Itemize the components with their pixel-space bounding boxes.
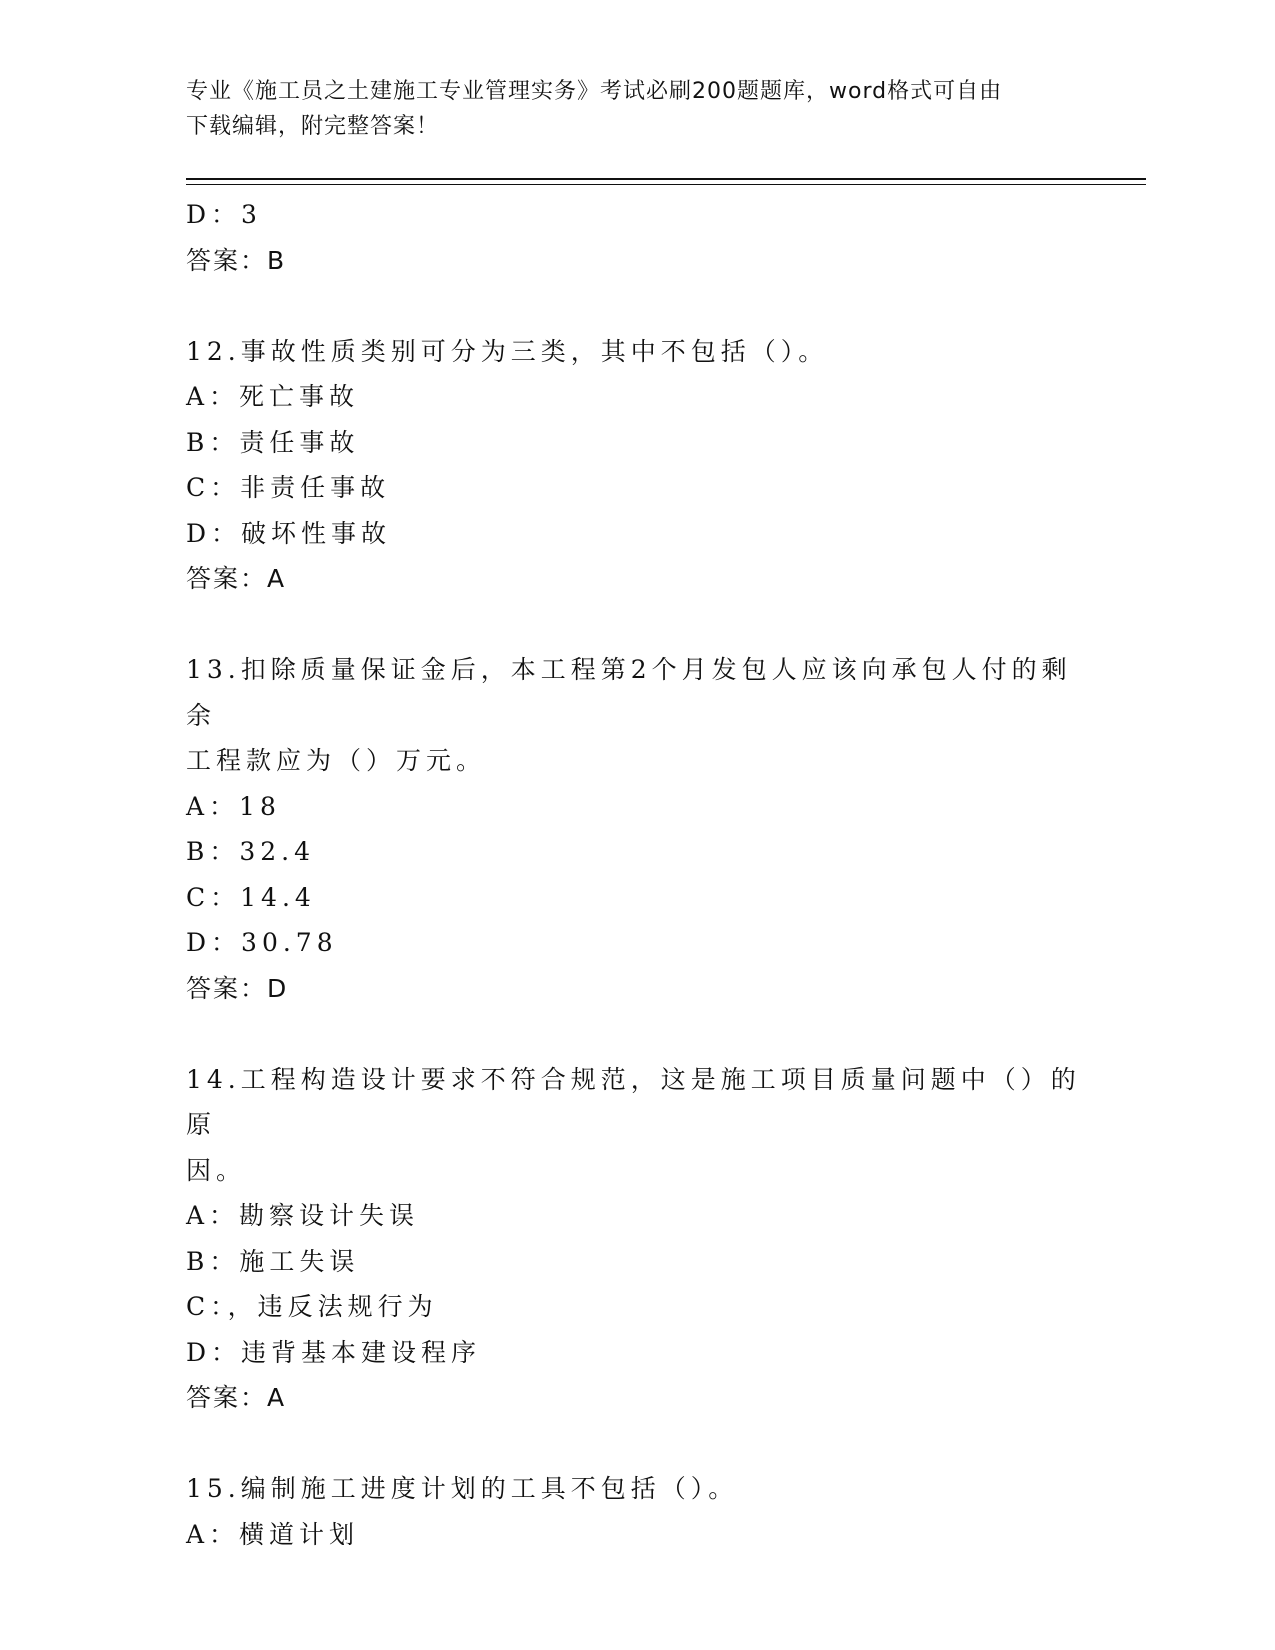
answer: 答案：A [186, 564, 287, 593]
question-stem: 15.编制施工进度计划的工具不包括（）。 [186, 1474, 739, 1503]
option-a: A：死亡事故 [186, 382, 360, 411]
question-12 [186, 329, 1086, 602]
header-line-1: 专业《施工员之土建施工专业管理实务》考试必刷200题题库，word格式可自由 [186, 79, 1003, 104]
question-stem: 13.扣除质量保证金后，本工程第2个月发包人应该向承包人付的剩余 [186, 655, 1072, 730]
header-rule-thin [186, 184, 1146, 185]
answer: 答案：D [186, 973, 289, 1003]
option-a: A：勘察设计失误 [186, 1201, 420, 1230]
option-a: A：18 [186, 791, 281, 821]
document-body [186, 192, 1086, 1557]
option-b: B：32.4 [186, 837, 316, 866]
question-stem: 12.事故性质类别可分为三类，其中不包括（）。 [186, 336, 829, 366]
answer: 答案：A [186, 1383, 287, 1412]
question-14 [186, 1057, 1086, 1421]
option-b: B：责任事故 [186, 427, 360, 457]
option-d: D：违背基本建设程序 [186, 1337, 482, 1367]
option-d: D：30.78 [186, 928, 338, 957]
header-rule-thick [186, 178, 1146, 180]
question-stem-continued: 工程款应为（）万元。 [186, 746, 487, 775]
option-c: C：非责任事故 [186, 473, 391, 502]
option-d: D：破坏性事故 [186, 518, 392, 548]
header-line-2: 下载编辑，附完整答案！ [186, 114, 440, 139]
option-d: D：3 [186, 200, 262, 229]
question-15 [186, 1466, 1086, 1557]
option-c: C：14.4 [186, 882, 316, 912]
question-stem: 14.工程构造设计要求不符合规范，这是施工项目质量问题中（）的原 [186, 1064, 1081, 1139]
question-13 [186, 647, 1086, 1011]
answer: 答案：B [186, 245, 287, 275]
option-c: C：，违反法规行为 [186, 1292, 438, 1321]
option-b: B：施工失误 [186, 1246, 360, 1276]
document-header [186, 74, 1086, 144]
option-a: A：横道计划 [186, 1519, 360, 1549]
question-stem-continued: 因。 [186, 1155, 247, 1185]
